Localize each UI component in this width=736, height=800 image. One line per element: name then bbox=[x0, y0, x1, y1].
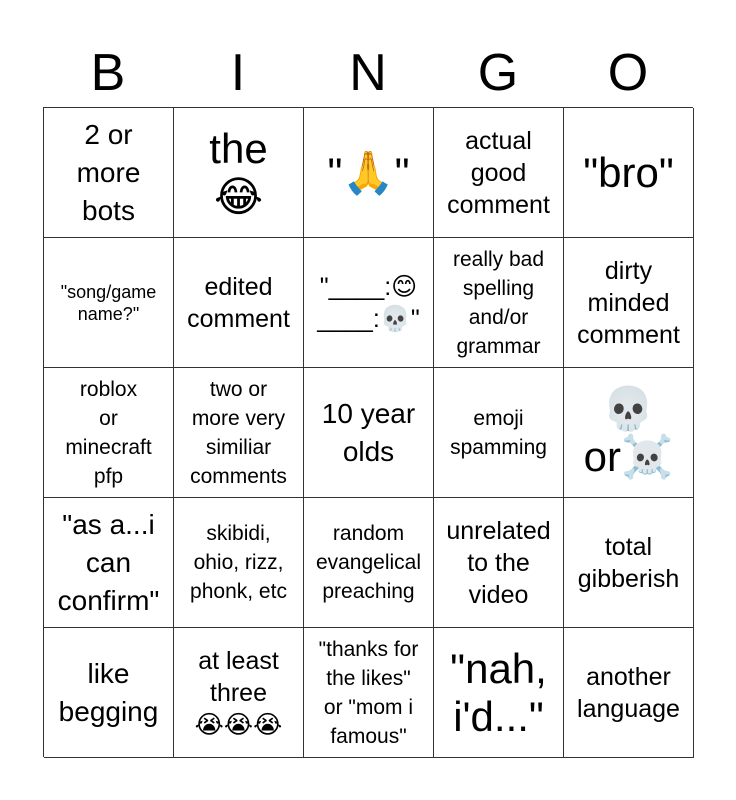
header-letter-b: B bbox=[90, 44, 126, 102]
cell-text: really bad spelling and/or grammar bbox=[452, 247, 545, 358]
cell-text: "song/game name?" bbox=[60, 281, 157, 324]
header-letter-g: G bbox=[477, 44, 519, 102]
bingo-cell[interactable] bbox=[44, 368, 174, 498]
bingo-board bbox=[43, 107, 693, 757]
bingo-cell[interactable] bbox=[434, 498, 564, 628]
bingo-cell[interactable] bbox=[44, 238, 174, 368]
cell-text: total gibberish bbox=[577, 532, 680, 593]
header-letter-n: N bbox=[349, 44, 387, 102]
cell-text: random evangelical preaching bbox=[315, 522, 422, 603]
header-letter-i: I bbox=[230, 44, 246, 102]
bingo-cell[interactable] bbox=[304, 108, 434, 238]
bingo-cell[interactable] bbox=[434, 238, 564, 368]
bingo-cell[interactable] bbox=[304, 368, 434, 498]
bingo-cell[interactable] bbox=[44, 628, 174, 758]
cell-text: "🙏" bbox=[327, 148, 410, 196]
bingo-cell[interactable] bbox=[44, 498, 174, 628]
cell-text: dirty minded comment bbox=[577, 256, 680, 349]
bingo-cell[interactable] bbox=[304, 238, 434, 368]
cell-text: "as a...i can confirm" bbox=[57, 508, 160, 616]
bingo-cell[interactable] bbox=[564, 108, 694, 238]
cell-text: 💀 or☠️ bbox=[583, 384, 674, 480]
bingo-cell[interactable] bbox=[174, 238, 304, 368]
bingo-cell[interactable] bbox=[174, 628, 304, 758]
cell-text: two or more very similiar comments bbox=[190, 377, 287, 488]
bingo-cell[interactable] bbox=[304, 628, 434, 758]
bingo-cell[interactable] bbox=[564, 628, 694, 758]
cell-text: 10 year olds bbox=[321, 397, 416, 467]
bingo-cell[interactable] bbox=[174, 368, 304, 498]
cell-text: "bro" bbox=[583, 148, 674, 196]
cell-text: emoji spamming bbox=[450, 406, 547, 459]
bingo-cell[interactable] bbox=[174, 498, 304, 628]
bingo-cell[interactable] bbox=[564, 238, 694, 368]
cell-text: "nah, i'd..." bbox=[450, 644, 547, 740]
cell-text: at least three 😭😭😭 bbox=[194, 646, 283, 739]
cell-text: edited comment bbox=[187, 272, 290, 333]
bingo-cell[interactable] bbox=[564, 498, 694, 628]
bingo-cell[interactable] bbox=[434, 628, 564, 758]
bingo-cell[interactable] bbox=[44, 108, 174, 238]
cell-text: 2 or more bots bbox=[76, 118, 141, 226]
cell-text: "thanks for the likes" or "mom i famous" bbox=[318, 637, 419, 748]
cell-text: the 😂 bbox=[209, 124, 268, 220]
bingo-cell[interactable] bbox=[174, 108, 304, 238]
bingo-cell[interactable] bbox=[434, 108, 564, 238]
bingo-header bbox=[43, 38, 693, 108]
cell-text: actual good comment bbox=[447, 126, 550, 219]
cell-text: "____:😊 ____:💀" bbox=[317, 272, 420, 333]
cell-text: skibidi, ohio, rizz, phonk, etc bbox=[190, 522, 287, 603]
bingo-cell[interactable] bbox=[564, 368, 694, 498]
bingo-cell[interactable] bbox=[434, 368, 564, 498]
cell-text: another language bbox=[577, 662, 680, 723]
cell-text: roblox or minecraft pfp bbox=[65, 377, 152, 488]
cell-text: like begging bbox=[58, 657, 159, 727]
bingo-cell[interactable] bbox=[304, 498, 434, 628]
header-letter-o: O bbox=[607, 44, 649, 102]
cell-text: unrelated to the video bbox=[446, 516, 551, 609]
